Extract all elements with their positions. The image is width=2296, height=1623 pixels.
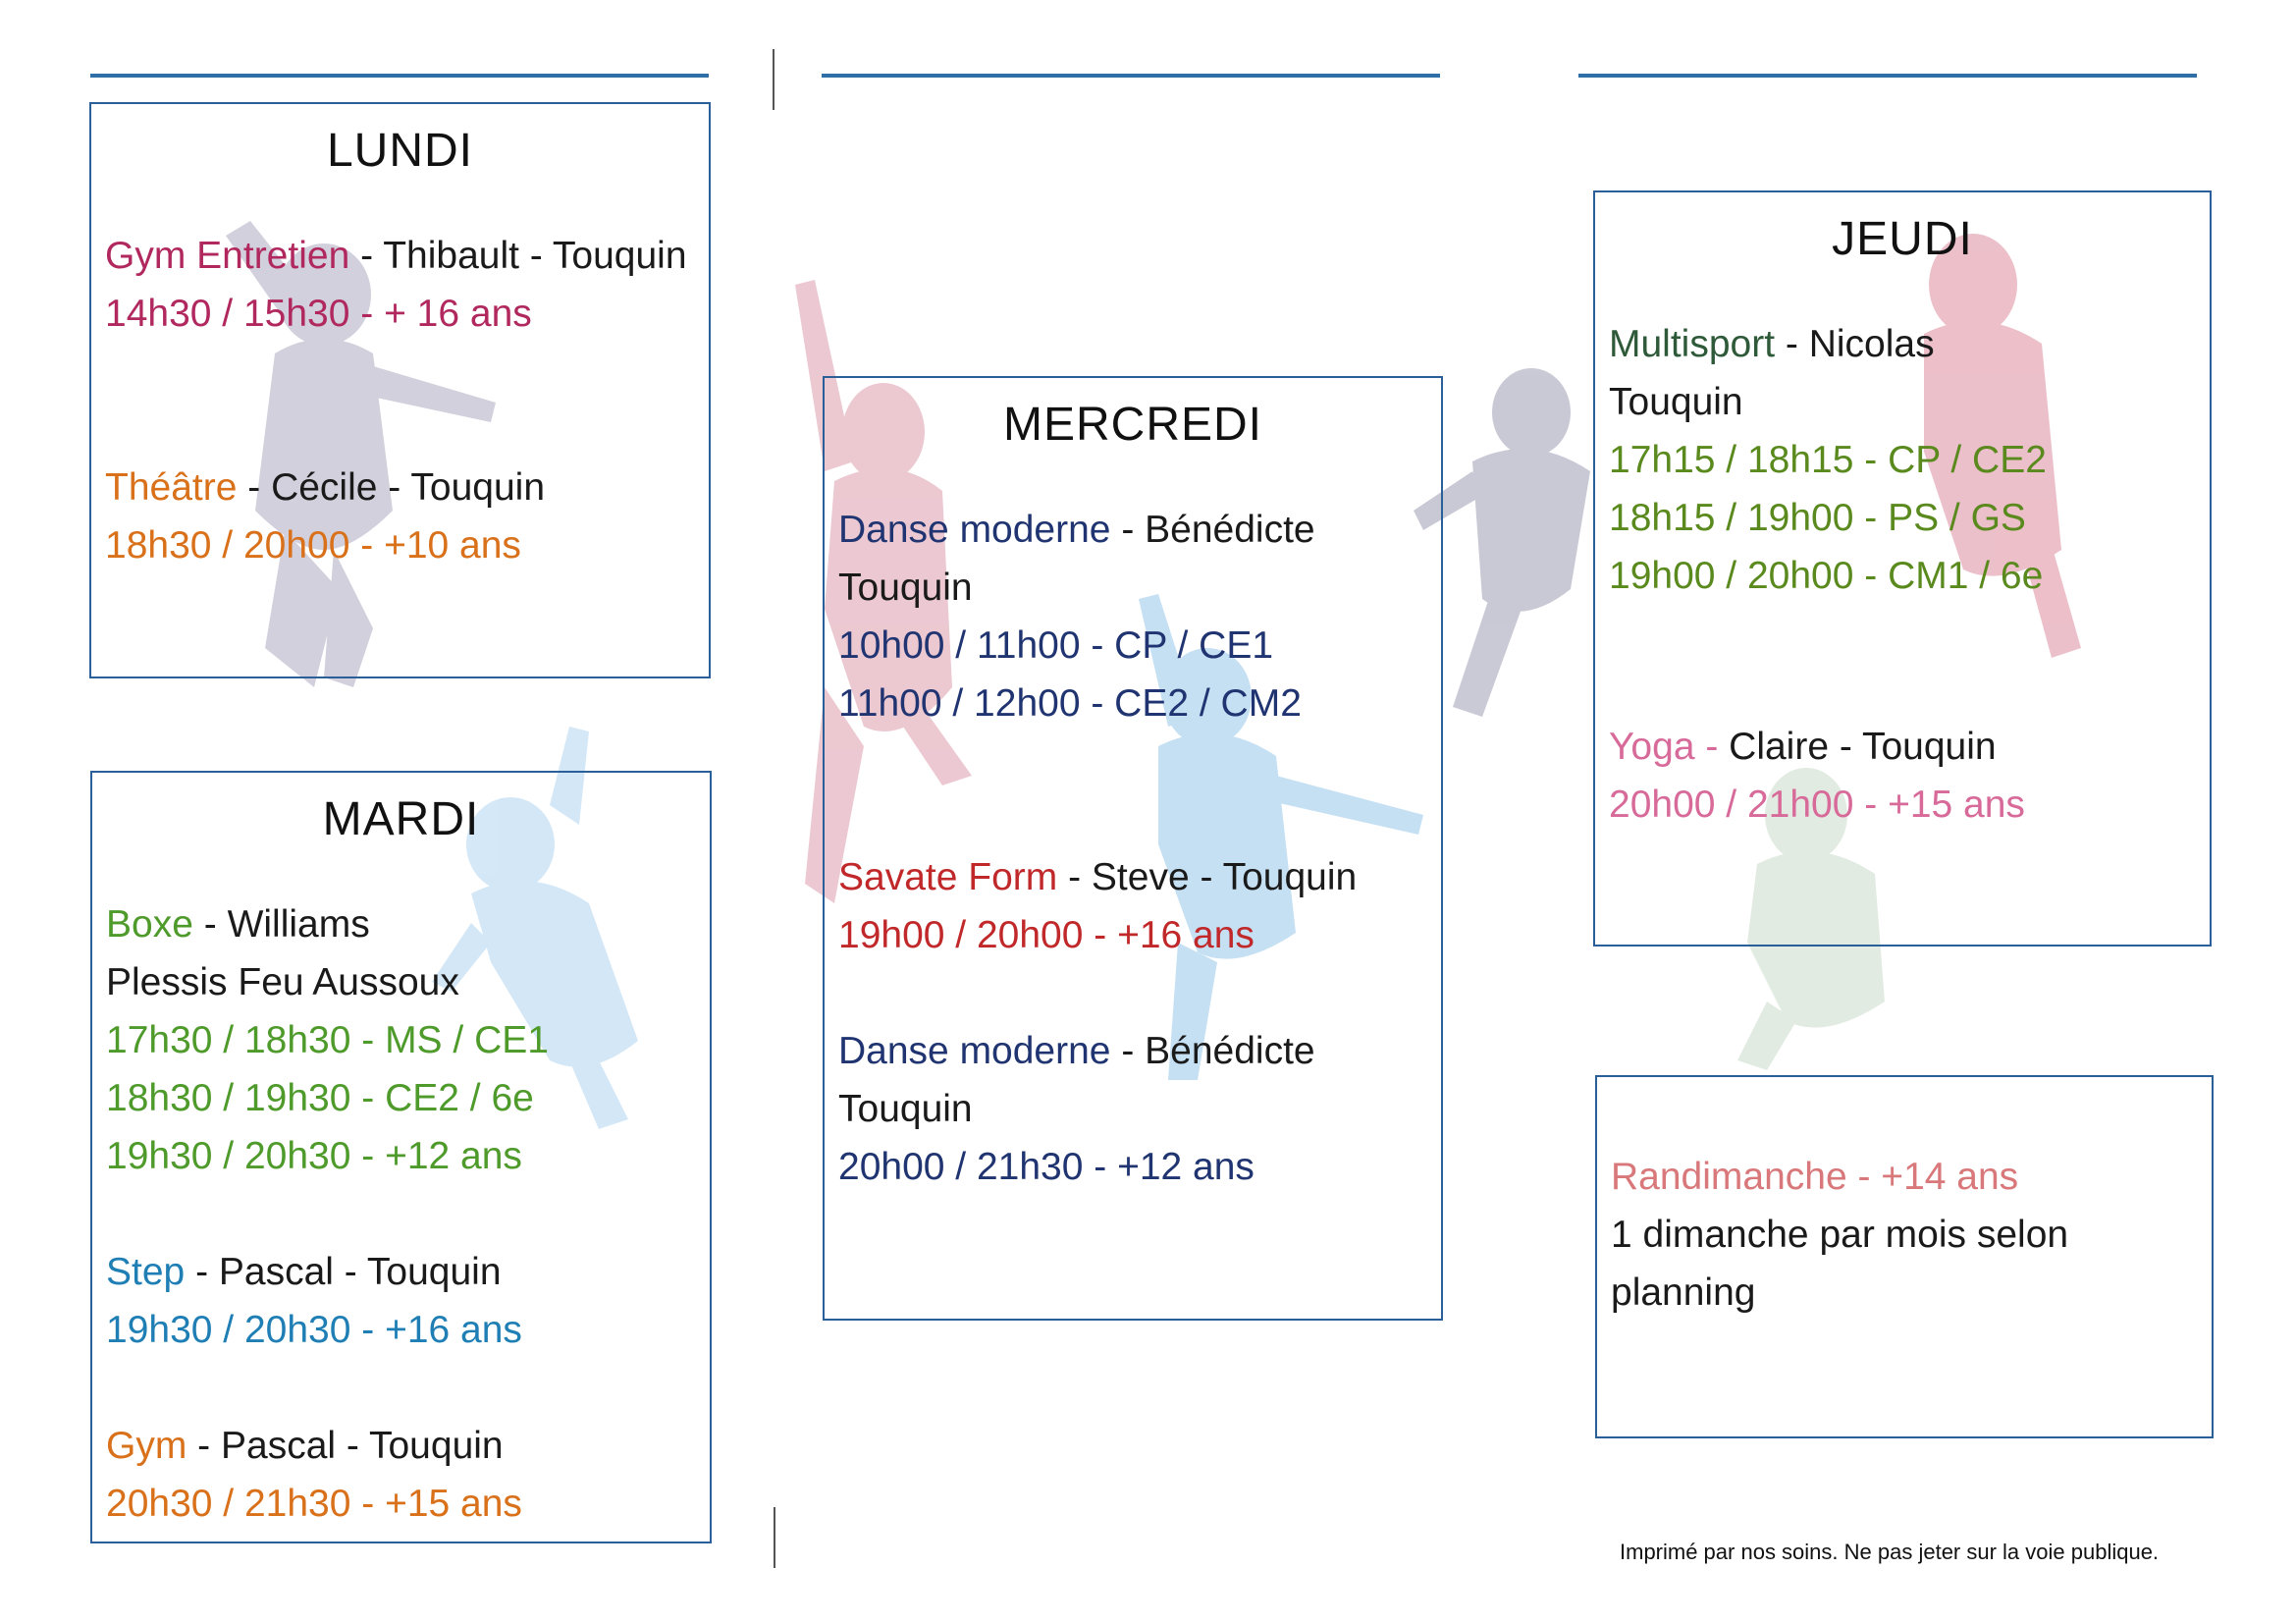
- mercredi-box: [823, 376, 1443, 1321]
- activity-details: - Williams: [192, 903, 370, 946]
- activity-name: Multisport: [1609, 323, 1776, 365]
- activity-name: Gym Entretien: [105, 235, 350, 277]
- activity-details: - Bénédicte: [1110, 509, 1315, 551]
- activity-details: - Steve - Touquin: [1057, 856, 1358, 898]
- jeudi-entry-1-schedule-1: 17h15 / 18h15 - CP / CE2: [1609, 439, 2047, 481]
- day-title-lundi: LUNDI: [326, 125, 474, 177]
- mardi-entry-2-schedule: 19h30 / 20h30 - +16 ans: [106, 1309, 522, 1351]
- mardi-entry-1-title: [106, 895, 696, 953]
- lundi-box: [89, 102, 711, 678]
- lundi-entry-2-title: [105, 459, 695, 516]
- mercredi-entry-1-location: Touquin: [838, 567, 973, 609]
- activity-name: Théâtre: [105, 466, 238, 509]
- mercredi-entry-2-title: [838, 848, 1427, 906]
- jeudi-entry-2-schedule: 20h00 / 21h00 - +15 ans: [1609, 784, 2025, 826]
- jeudi-entry-1-location: Touquin: [1609, 381, 1743, 423]
- randimanche-box: [1595, 1075, 2214, 1438]
- activity-name: Savate Form: [838, 856, 1058, 898]
- lundi-entry-1-schedule: 14h30 / 15h30 - + 16 ans: [105, 293, 532, 335]
- jeudi-entry-2-title: [1609, 718, 2196, 776]
- randimanche-line-1: 1 dimanche par mois selon: [1611, 1214, 2069, 1256]
- day-title-jeudi: JEUDI: [1832, 213, 1973, 265]
- randimanche-title: Randimanche - +14 ans: [1611, 1156, 2019, 1198]
- mardi-entry-3-title: [106, 1417, 696, 1475]
- mardi-entry-2-title: [106, 1243, 696, 1301]
- footer-notice: Imprimé par nos soins. Ne pas jeter sur la voie publique.: [1620, 1540, 2160, 1564]
- top-rule-right: [1578, 74, 2197, 78]
- mercredi-entry-2-schedule: 19h00 / 20h00 - +16 ans: [838, 914, 1255, 956]
- activity-name: Yoga -: [1609, 726, 1719, 768]
- mercredi-entry-1-schedule-2: 11h00 / 12h00 - CE2 / CM2: [838, 682, 1302, 725]
- mardi-entry-1-schedule-1: 17h30 / 18h30 - MS / CE1: [106, 1019, 549, 1061]
- mercredi-entry-1-schedule-1: 10h00 / 11h00 - CP / CE1: [838, 624, 1274, 667]
- activity-details: - Nicolas: [1775, 323, 1935, 365]
- activity-details: - Thibault - Touquin: [349, 235, 687, 277]
- activity-name: Danse moderne: [838, 1030, 1111, 1072]
- top-rule-middle: [822, 74, 1440, 78]
- mardi-entry-3-schedule: 20h30 / 21h30 - +15 ans: [106, 1483, 522, 1525]
- activity-details: - Bénédicte: [1110, 1030, 1315, 1072]
- lundi-entry-1-title: [105, 227, 695, 285]
- mardi-entry-1-schedule-3: 19h30 / 20h30 - +12 ans: [106, 1135, 522, 1177]
- mercredi-entry-3-location: Touquin: [838, 1088, 973, 1130]
- activity-name: Boxe: [106, 903, 193, 946]
- top-rule-left: [90, 74, 709, 78]
- day-title-mardi: MARDI: [322, 793, 480, 845]
- lundi-entry-2-schedule: 18h30 / 20h00 - +10 ans: [105, 524, 521, 567]
- mardi-entry-1-schedule-2: 18h30 / 19h30 - CE2 / 6e: [106, 1077, 534, 1119]
- fold-line-top: [773, 49, 774, 110]
- mercredi-entry-3-schedule: 20h00 / 21h30 - +12 ans: [838, 1146, 1255, 1188]
- mardi-box: [90, 771, 712, 1543]
- jeudi-box: [1593, 190, 2212, 947]
- activity-details: - Cécile - Touquin: [237, 466, 546, 509]
- activity-details: - Pascal - Touquin: [185, 1251, 502, 1293]
- activity-name: Gym: [106, 1425, 187, 1467]
- activity-name: Step: [106, 1251, 186, 1293]
- activity-details: - Pascal - Touquin: [187, 1425, 504, 1467]
- randimanche-line-2: planning: [1611, 1271, 1756, 1314]
- fold-line-bottom: [774, 1507, 775, 1568]
- mardi-entry-1-location: Plessis Feu Aussoux: [106, 961, 459, 1003]
- jeudi-entry-1-title: [1609, 315, 2196, 373]
- activity-name: Danse moderne: [838, 509, 1111, 551]
- jeudi-entry-1-schedule-2: 18h15 / 19h00 - PS / GS: [1609, 497, 2026, 539]
- mercredi-entry-3-title: [838, 1022, 1427, 1080]
- activity-details: Claire - Touquin: [1718, 726, 1997, 768]
- day-title-mercredi: MERCREDI: [1002, 399, 1262, 451]
- jeudi-entry-1-schedule-3: 19h00 / 20h00 - CM1 / 6e: [1609, 555, 2044, 597]
- mercredi-entry-1-title: [838, 501, 1427, 559]
